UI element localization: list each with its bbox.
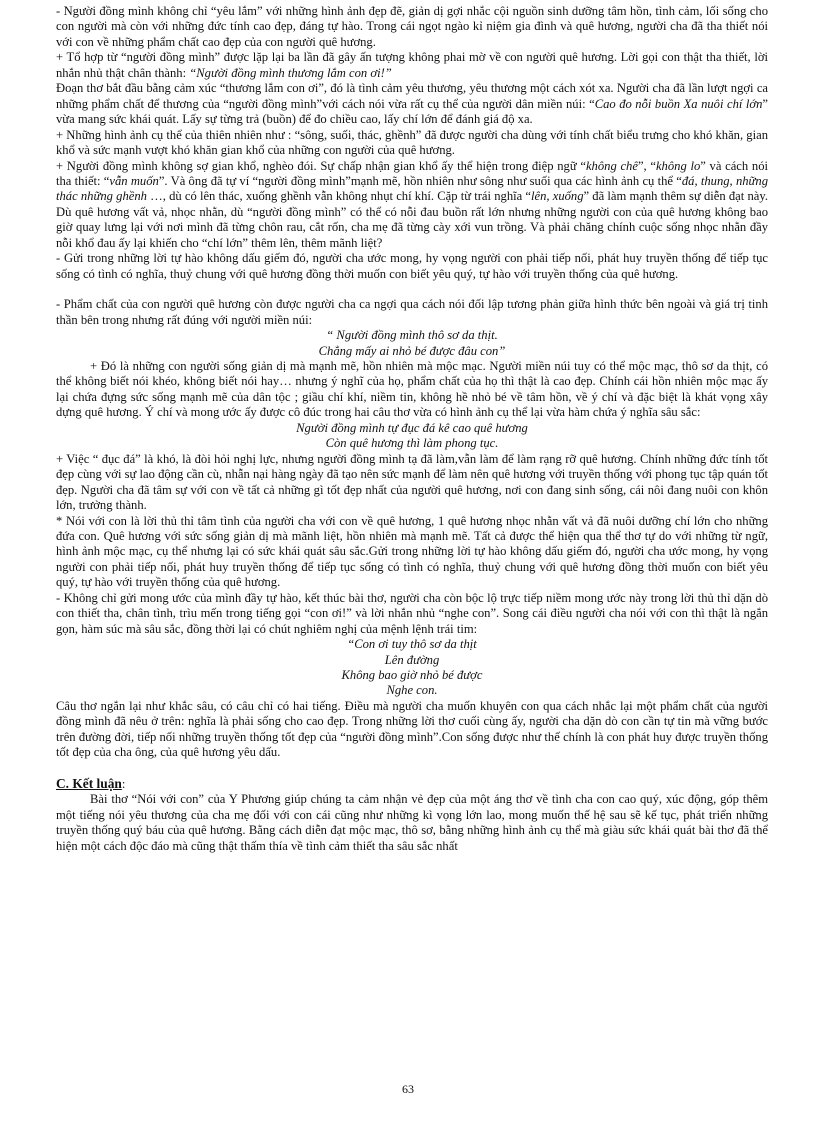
- paragraph-gap: [56, 761, 768, 776]
- poem-text: Nghe con.: [386, 683, 438, 698]
- text-run: + Người đồng mình không sợ gian khổ, nghèo đói. Sự chấp nhận gian khổ ấy thể hiện trong điệp ngữ “: [56, 158, 586, 173]
- quote-inline: “Người đồng mình thương lắm con ơi!”: [189, 65, 392, 80]
- paragraph: Bài thơ “Nói với con” của Y Phương giúp chúng ta cảm nhận vẻ đẹp của một áng thơ về tình cha con cao quý, xúc động, góp thêm một tiếng nói yêu thương của cha mẹ đối với con cái cũng như những kì vọng lớn lao, mong muốn thế hệ sau sẽ kế tục, phát triển những truyền thống quý báu của quê hương. Bằng cách diễn đạt mộc mạc, thô sơ, bằng những hình ảnh cụ thể mà giàu sức khái quát bài thơ đã thể hiện một cách độc đáo mà cũng thật thấm thía về tình cảm thiết tha sâu sắc nhất: [56, 792, 768, 853]
- paragraph: - Không chỉ gửi mong ước của mình đầy tự hào, kết thúc bài thơ, người cha còn bộc lộ trực tiếp niềm mong ước này trong lời thủ thỉ dặn dò con thiết tha, chân tình, trìu mến trong tiếng gọi “con ơi!” và lời nhắn nhủ “nghe con”. Song cái điều người cha nói với con thì thật là ngắn gọn, hàm súc mà sâu sắc, đồng thời lại có chút nghiêm nghị của mệnh lệnh trái tim:: [56, 590, 768, 636]
- paragraph: + Đó là những con người sống giản dị mà mạnh mẽ, hồn nhiên mà mộc mạc. Người miền núi tuy có thể mộc mạc, thô sơ da thịt, có thể không biết nói khéo, không biết nói hay… nhưng ý nghĩ của họ, phẩm chất của họ thì thật là cao đẹp. Chính cái hồn nhiên mộc mạc ấy lại chứa đựng sức sống mạnh mẽ của dân tộc ; giầu chí khí, niềm tin, không hề nhỏ bé về tâm hồn, về ý chí và đặc biệt là khát vọng xây dựng quê hương. Ý chí và mong ước ấy được cô đúc trong hai câu thơ vừa có hình ảnh cụ thể lại vừa hàm chứa ý nghĩa sâu sắc:: [56, 358, 768, 420]
- heading-colon: :: [121, 776, 126, 791]
- poem-text: “Con ơi tuy thô sơ da thịt: [347, 637, 477, 652]
- paragraph-gap: [56, 282, 768, 297]
- quote-inline: đá, thung, những thác những ghềnh: [56, 173, 769, 204]
- page-number: 63: [402, 1082, 414, 1096]
- paragraph: - Gửi trong những lời tự hào không dấu giếm đó, người cha ước mong, hy vọng người con phải tiếp nối, phát huy truyền thống để tiếp tục sống có tình có nghĩa, thuỷ chung với quê hương đồng thời muốn con biết yêu quý, tự hào với truyền thống của quê hương.: [56, 251, 768, 281]
- text-run: ” vừa mang sức khái quát. Lấy sự từng trả (buồn) để đo chiều cao, lấy chí lớn để đánh giá độ xa.: [56, 96, 768, 127]
- paragraph: [56, 50, 768, 81]
- text-run: + Tổ hợp từ “người đồng mình” được lặp lại ba lần đã gây ấn tượng không phai mờ về con người quê hương. Lời gọi con thật tha thiết, lời nhắn nhủ thật chân thành:: [56, 50, 768, 80]
- text-run: ” đã làm mạnh thêm sự diễn đạt này. Dù quê hương vất vả, nhọc nhằn, dù “người đồng mình” có thể có nỗi đau buồn rất lớn nhưng những người con của quê hương không bao giờ quay lưng lại với nơi mình đã từng chôn rau, cắt rốn, cha mẹ đã từng cày xới vun trồng. Và phải chăng chính cuộc sống nhọc nhằn đầy nỗi khổ đau ấy lại khiến cho “chí lớn” thêm lên, thêm mãnh liệt?: [56, 189, 768, 250]
- paragraph: + Việc “ đục đá” là khó, là đòi hỏi nghị lực, nhưng người đồng mình tạ đã làm,vẫn làm để làm rạng rỡ quê hương. Chính những đức tính tốt đẹp cùng với sự lao động cần cù, nhẫn nại hàng ngày đã tạo nên sức mạnh để làm nên quê hương với truyền thống với phong tục tập quán tốt đẹp. Người cha đã tâm sự với con về tất cả những gì tốt đẹp nhất của người quê hương, nơi con đang sinh sống, cái nôi đang nuôi con khôn lớn, trưởng thành.: [56, 451, 768, 513]
- poem-text: Không bao giờ nhỏ bé được: [341, 668, 483, 683]
- poem-text: Còn quê hương thì làm phong tục.: [325, 436, 499, 451]
- quote-inline: không lo: [655, 158, 701, 173]
- quote-inline: Cao đo nỗi buồn Xa nuôi chí lớn: [594, 96, 763, 111]
- document-page: [56, 4, 768, 854]
- poem-text: “ Người đồng mình thô sơ da thịt.: [326, 328, 498, 343]
- section-heading: [56, 776, 768, 792]
- heading-text: C. Kết luận: [56, 775, 122, 791]
- poem-text: Lên đường: [384, 652, 440, 667]
- poem-text: Người đồng mình tự đục đá kê cao quê hương: [296, 420, 528, 435]
- paragraph: * Nói với con là lời thủ thỉ tâm tình của người cha với con về quê hương, 1 quê hương nhọc nhằn vất vả đã nuôi dưỡng chí lớn cho những đứa con. Quê hương với sức sống giản dị mà mãnh liệt, hồn nhiên mà mạnh mẽ. Tất cả được thể hiện qua thể thơ tự do với những từ ngữ, hình ảnh mộc mạc, cụ thể nhưng lại có sức khái quát sâu sắc.Gửi trong những lời tự hào không dấu giếm đó, người cha ước mong, hy vọng người con phải tiếp nối, phát huy truyền thống để tiếp tục sống có tình có nghĩa, thuỷ chung với quê hương đồng thời muốn con biết yêu quý, tự hào với truyền thống của quê hương.: [56, 513, 768, 590]
- poem-line: [56, 344, 768, 359]
- text-run: Đoạn thơ bắt đầu bằng cảm xúc “thương lắm con ơi”, đó là tình cảm yêu thương, yêu thương một cách xót xa. Người cha đã lần lượt ngợi ca những phẩm chất để thương của “người đồng mình”với cách nói vừa rất cụ thể của người dân miền núi: “: [56, 81, 768, 111]
- poem-line: [56, 683, 768, 698]
- quote-inline: vẫn muốn: [109, 173, 159, 188]
- poem-line: [56, 328, 768, 343]
- paragraph: - Phẩm chất của con người quê hương còn được người cha ca ngợi qua cách nói đối lập tương phản giữa hình thức bên ngoài và giá trị tinh thần bên trong nhưng rất đúng với người miền núi:: [56, 297, 768, 327]
- paragraph: [56, 159, 768, 252]
- paragraph: - Người đồng mình không chỉ “yêu lắm” với những hình ảnh đẹp đẽ, giản dị gợi nhắc cội nguồn sinh dưỡng tâm hồn, tình cảm, lối sống cho con người mà còn với những đức tính cao đẹp, đáng tự hào. Trong cái ngọt ngào kỉ niệm gia đình và quê hương, người cha đã tha thiết nói với con về những phẩm chất cao đẹp của con người quê hương.: [56, 4, 768, 49]
- poem-text: Chẳng mấy ai nhỏ bé được đâu con”: [318, 343, 506, 358]
- paragraph: Câu thơ ngắn lại như khắc sâu, có câu chỉ có hai tiếng. Điều mà người cha muốn khuyên con qua cách nhắc lại một phẩm chất của người đồng mình đã nêu ở trên: nghĩa là phải sống cho cao đẹp. Trong những lời thơ cuối cùng ấy, người cha dặn dò con cần tự tin mà vững bước trên đường đời, tiếp nối những truyền thống tốt đẹp của “người đồng mình”.Con sống được như thế chính là con phát huy được truyền thống tốt đẹp của cha ông, của quê hương yêu dấu.: [56, 698, 768, 760]
- poem-line: [56, 436, 768, 451]
- quote-inline: lên, xuống: [531, 189, 584, 204]
- text-run: ”. Và ông đã tự ví “người đồng mình”mạnh mẽ, hồn nhiên như sông như suối qua các hình ảnh cụ thể “: [158, 173, 682, 188]
- paragraph: [56, 81, 768, 127]
- poem-line: [56, 653, 768, 668]
- text-run: ”, “: [637, 158, 656, 173]
- poem-line: [56, 637, 768, 652]
- text-run: …, dù có lên thác, xuống ghềnh vẫn không nhụt chí khí. Cặp từ trái nghĩa “: [146, 189, 531, 204]
- quote-inline: không chê: [585, 158, 638, 173]
- poem-line: [56, 421, 768, 436]
- text-run: ” và cách nói tha thiết: “: [56, 158, 768, 188]
- paragraph: + Những hình ảnh cụ thể của thiên nhiên như : “sông, suối, thác, ghềnh” đã được người cha dùng với tính chất biểu trưng cho khó khăn, gian khổ và sức mạnh vượt khó khăn gian khổ của những con người của quê hương.: [56, 127, 768, 158]
- poem-line: [56, 668, 768, 683]
